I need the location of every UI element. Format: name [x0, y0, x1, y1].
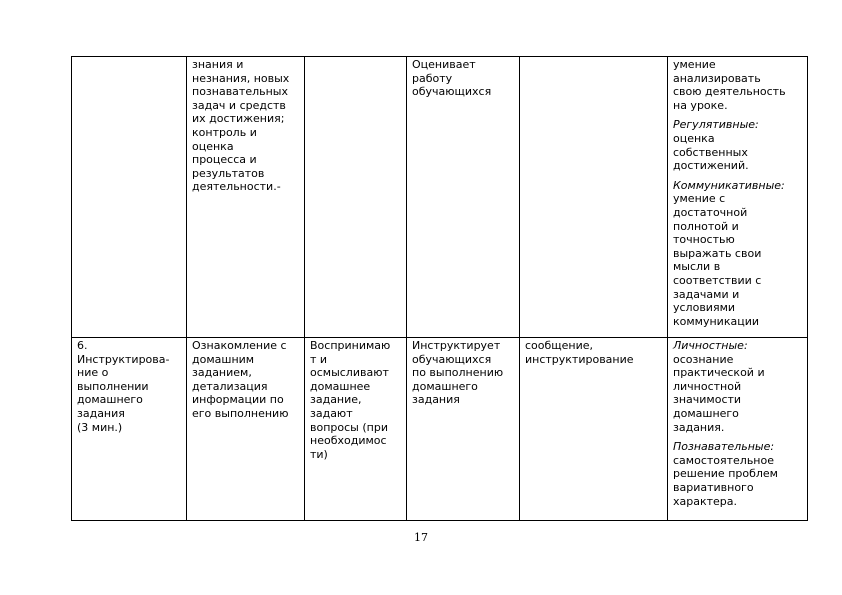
cell-uud — [668, 338, 808, 521]
cell-text-line: решение проблем — [673, 467, 778, 481]
cell-text-line: Воспринимаю — [310, 339, 391, 352]
cell-text-line: самостоятельное — [673, 453, 774, 467]
cell-methods — [520, 338, 668, 521]
table-row — [72, 57, 808, 338]
cell-text-line: значимости — [673, 393, 742, 407]
cell-text-line: результатов — [192, 166, 265, 180]
uud-block — [673, 440, 803, 508]
cell-text-line: вопросы (при — [310, 420, 388, 434]
cell-text-line: задания — [412, 393, 460, 407]
cell-text-line: их достижения; — [192, 112, 285, 126]
uud-category: Коммуникативные: — [673, 178, 785, 192]
cell-text-line: свою деятельность — [673, 85, 786, 99]
cell-text-line: выполнении — [77, 379, 149, 393]
uud-block — [673, 118, 803, 172]
cell-text-line: обучающихся — [412, 85, 492, 99]
uud-category: Регулятивные: — [673, 118, 759, 132]
cell-text-line: точностью — [673, 233, 735, 247]
table-row — [72, 338, 808, 521]
cell-text-line: познавательных — [192, 85, 289, 99]
cell-text-line: характера. — [673, 494, 738, 508]
cell-text-line: вариативного — [673, 480, 754, 494]
cell-text-line: деятельности.- — [192, 180, 281, 194]
cell-text-line: полнотой и — [673, 219, 739, 233]
cell-text-line: необходимос — [310, 434, 387, 448]
cell-text-line: задание, — [310, 393, 362, 407]
uud-block — [673, 179, 803, 329]
uud-category: Личностные: — [673, 339, 748, 352]
cell-text-line: анализировать — [673, 71, 761, 85]
page-number: 17 — [414, 531, 428, 544]
cell-text-line: заданием, — [192, 366, 252, 380]
cell-teacher — [407, 338, 520, 521]
uud-block — [673, 339, 803, 434]
cell-teacher — [407, 57, 520, 338]
cell-text-line: практической и — [673, 366, 765, 380]
cell-text-line: по выполнению — [412, 366, 504, 380]
cell-text-line: условиями — [673, 301, 736, 315]
cell-students — [305, 57, 407, 338]
cell-methods — [520, 57, 668, 338]
cell-stage — [72, 57, 187, 338]
cell-text-line: т и — [310, 352, 328, 366]
cell-text-line: домашнего — [412, 379, 478, 393]
cell-text-line: Инструктирует — [412, 339, 501, 352]
cell-text-line: умение с — [673, 192, 726, 206]
cell-text-line: знания и — [192, 58, 244, 71]
uud-block — [673, 58, 803, 112]
cell-text-line: незнания, новых — [192, 71, 290, 85]
cell-text-line: выражать свои — [673, 246, 762, 260]
cell-text-line: инструктирование — [525, 352, 634, 366]
cell-text-line: контроль и — [192, 125, 257, 139]
uud-category: Познавательные: — [673, 440, 775, 454]
cell-text-line: на уроке. — [673, 98, 728, 112]
cell-text-line: осознание — [673, 352, 734, 366]
cell-text-line: 6. — [77, 339, 88, 352]
cell-content — [187, 338, 305, 521]
cell-text-line: осмысливают — [310, 366, 389, 380]
cell-text-line: процесса и — [192, 153, 257, 167]
cell-text-line: коммуникации — [673, 314, 759, 328]
cell-stage — [72, 338, 187, 521]
cell-text-line: домашнего — [77, 393, 143, 407]
cell-text-line: задания — [77, 406, 125, 420]
cell-text-line: домашнее — [310, 379, 371, 393]
cell-text-line: достижений. — [673, 159, 749, 173]
cell-text-line: сообщение, — [525, 339, 594, 352]
cell-text-line: достаточной — [673, 205, 748, 219]
cell-text-line: личностной — [673, 379, 742, 393]
cell-text-line: детализация — [192, 379, 268, 393]
cell-text-line: умение — [673, 58, 716, 71]
cell-text-line: соответствии с — [673, 273, 762, 287]
cell-text-line: задач и средств — [192, 98, 286, 112]
cell-text-line: (3 мин.) — [77, 420, 123, 434]
cell-text-line: мысли в — [673, 260, 721, 274]
cell-text-line: его выполнению — [192, 406, 289, 420]
cell-text-line: Инструктирова- — [77, 352, 170, 366]
cell-text-line: собственных — [673, 145, 748, 159]
cell-text-line: Оценивает — [412, 58, 476, 71]
cell-text-line: задают — [310, 406, 353, 420]
cell-text-line: ние о — [77, 366, 109, 380]
cell-text-line: ти) — [310, 447, 328, 461]
cell-text-line: домашним — [192, 352, 255, 366]
cell-text-line: задания. — [673, 420, 725, 434]
cell-text-line: обучающихся — [412, 352, 492, 366]
lesson-plan-table — [71, 56, 808, 521]
cell-text-line: Ознакомление с — [192, 339, 287, 352]
cell-text-line: домашнего — [673, 406, 739, 420]
cell-text-line: информации по — [192, 393, 284, 407]
cell-text-line: работу — [412, 71, 453, 85]
cell-text-line: оценка — [192, 139, 234, 153]
cell-text-line: задачами и — [673, 287, 740, 301]
cell-uud — [668, 57, 808, 338]
cell-text-line: оценка — [673, 131, 715, 145]
cell-students — [305, 338, 407, 521]
cell-content — [187, 57, 305, 338]
